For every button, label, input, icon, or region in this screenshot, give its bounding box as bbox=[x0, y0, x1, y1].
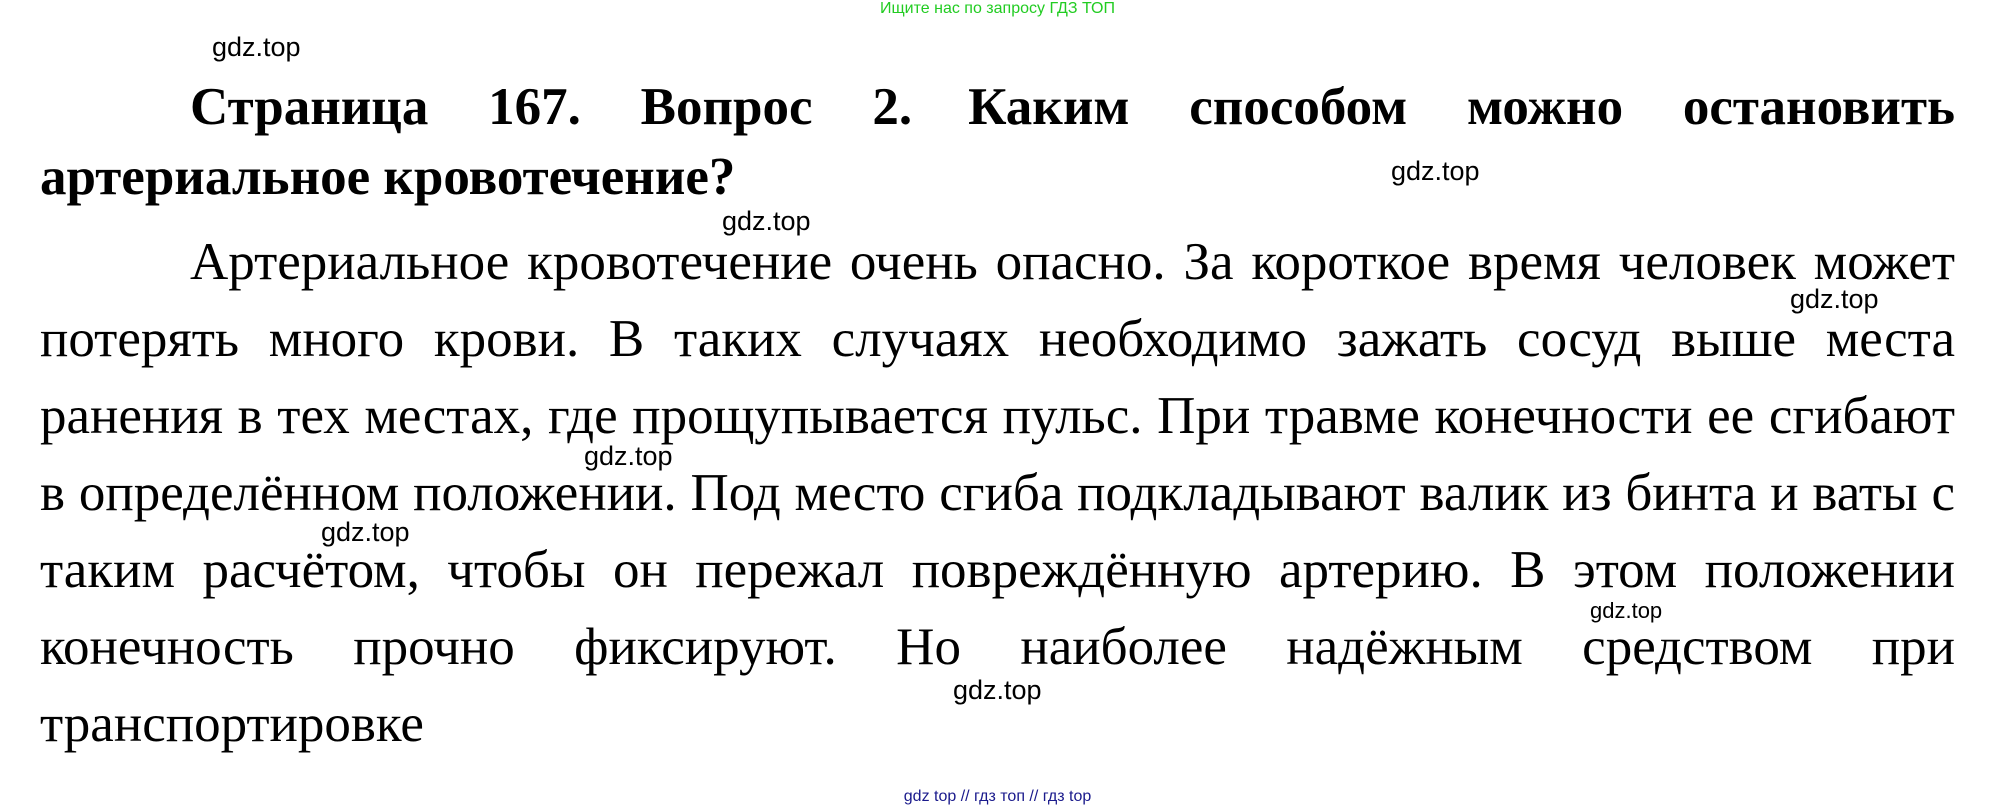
footer-links: gdz top // гдз топ // гдз top bbox=[903, 788, 1092, 805]
question-heading bbox=[40, 72, 1955, 212]
watermark: gdz.top bbox=[212, 32, 301, 62]
watermark: gdz.top bbox=[1391, 156, 1480, 186]
watermark: gdz.top bbox=[1790, 284, 1879, 314]
watermark: gdz.top bbox=[584, 441, 673, 471]
question-number: Страница 167. Вопрос 2. bbox=[190, 78, 913, 136]
watermark: gdz.top bbox=[953, 675, 1042, 705]
question-text: Каким способом можно остановить артериальное кровотечение? bbox=[40, 78, 1955, 206]
top-banner: Ищите нас по запросу ГДЗ ТОП bbox=[880, 0, 1115, 17]
watermark: gdz.top bbox=[722, 206, 811, 236]
watermark: gdz.top bbox=[321, 517, 410, 547]
watermark: gdz.top bbox=[1590, 598, 1663, 623]
answer-text bbox=[40, 224, 1955, 763]
answer-paragraph: Артериальное кровотечение очень опасно. За короткое время человек может потерять много крови. В таких случаях необходимо зажать сосуд выше места ранения в тех местах, где прощупывается пульс. При травме конечности ее сгибают в определённом положении. Под место сгиба подкладывают валик из бинта и ваты с таким расчётом, чтобы он пережал повреждённую артерию. В этом положении конечность прочно фиксируют. Но наиболее надёжным средством при транспортировке bbox=[40, 233, 1955, 753]
